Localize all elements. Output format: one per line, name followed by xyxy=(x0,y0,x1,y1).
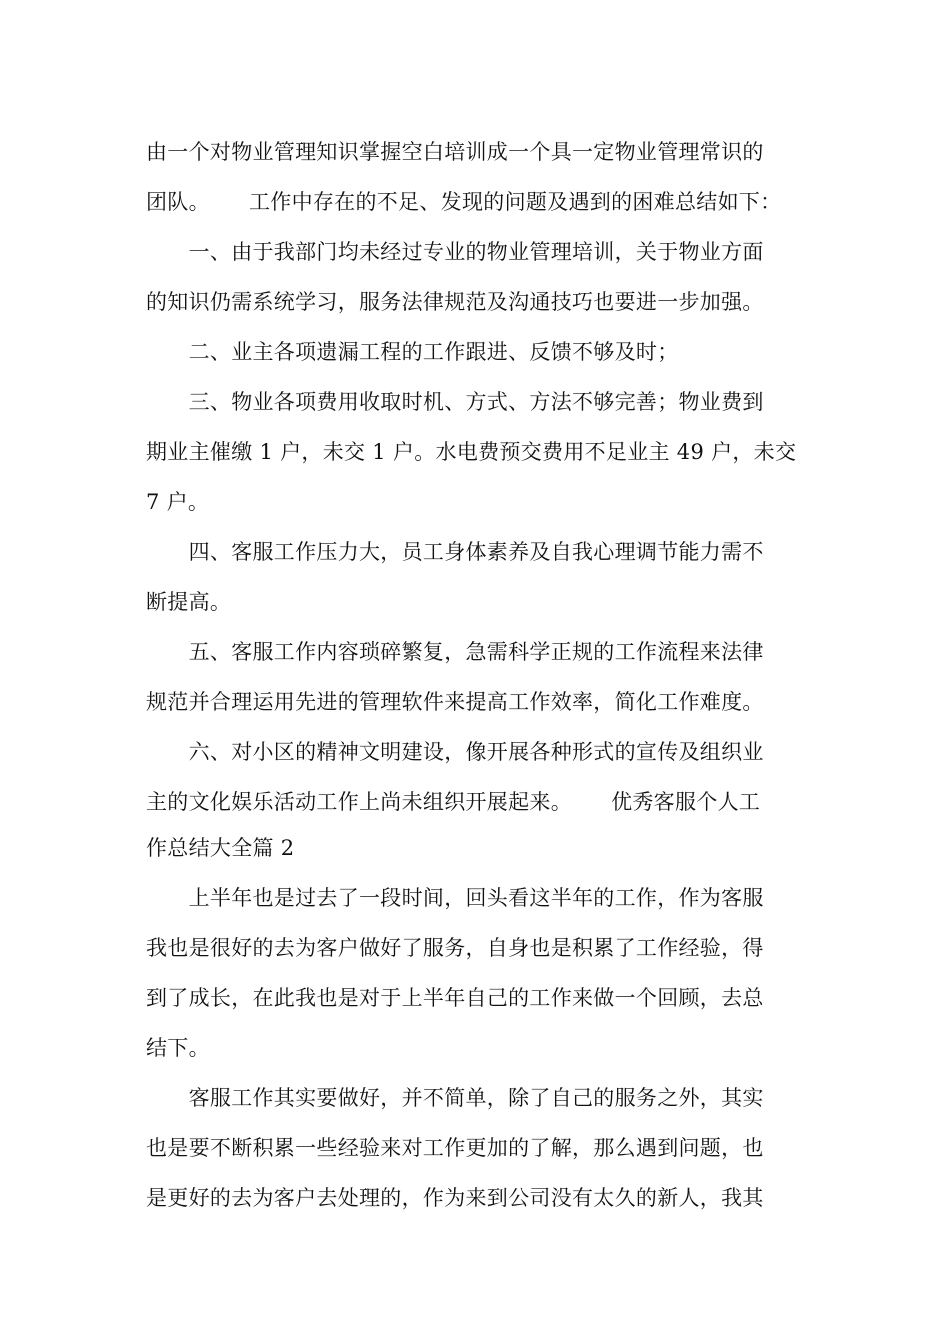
text-line: 7 户。 xyxy=(146,490,210,514)
text-line: 作总结大全篇 2 xyxy=(146,836,295,860)
text-line: 三、物业各项费用收取时机、方式、方法不够完善；物业费到 xyxy=(146,390,764,414)
text-line: 结下。 xyxy=(146,1036,210,1060)
text-line: 期业主催缴 1 户，未交 1 户。水电费预交费用不足业主 49 户，未交 xyxy=(146,440,797,464)
text-line: 二、业主各项遗漏工程的工作跟进、反馈不够及时； xyxy=(146,340,679,364)
text-line: 上半年也是过去了一段时间，回头看这半年的工作，作为客服 xyxy=(146,886,764,910)
text-line: 主的文化娱乐活动工作上尚未组织开展起来。 优秀客服个人工 xyxy=(146,790,761,814)
text-line: 由一个对物业管理知识掌握空白培训成一个具一定物业管理常识的 xyxy=(146,140,764,164)
text-line: 规范并合理运用先进的管理软件来提高工作效率，简化工作难度。 xyxy=(146,690,764,714)
text-line: 一、由于我部门均未经过专业的物业管理培训，关于物业方面 xyxy=(146,240,764,264)
text-line: 是更好的去为客户去处理的，作为来到公司没有太久的新人，我其 xyxy=(146,1186,764,1210)
text-line: 我也是很好的去为客户做好了服务，自身也是积累了工作经验，得 xyxy=(146,936,764,960)
text-line: 断提高。 xyxy=(146,590,232,614)
text-line: 也是要不断积累一些经验来对工作更加的了解，那么遇到问题，也 xyxy=(146,1136,764,1160)
text-line: 客服工作其实要做好，并不简单，除了自己的服务之外，其实 xyxy=(146,1086,764,1110)
text-line: 到了成长，在此我也是对于上半年自己的工作来做一个回顾，去总 xyxy=(146,986,764,1010)
text-line: 五、客服工作内容琐碎繁复，急需科学正规的工作流程来法律 xyxy=(146,640,764,664)
text-line: 团队。 工作中存在的不足、发现的问题及遇到的困难总结如下： xyxy=(146,190,782,214)
text-line: 的知识仍需系统学习，服务法律规范及沟通技巧也要进一步加强。 xyxy=(146,290,764,314)
text-line: 六、对小区的精神文明建设，像开展各种形式的宣传及组织业 xyxy=(146,740,764,764)
text-line: 四、客服工作压力大，员工身体素养及自我心理调节能力需不 xyxy=(146,540,764,564)
